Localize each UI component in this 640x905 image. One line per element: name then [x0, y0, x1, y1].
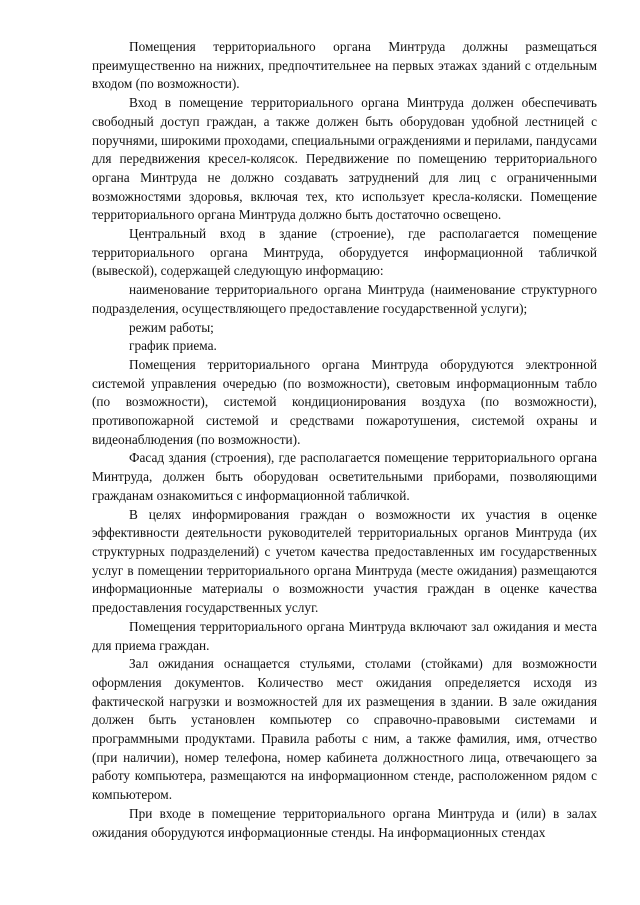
list-item-organ-name: наименование территориального органа Минтруда (наименование структурного подразделения, осуществляющего предоставление государственной услуги);	[92, 282, 597, 316]
paragraph-equipment: Помещения территориального органа Минтруда оборудуются электронной системой управления очередью (по возможности), световым информационным табло (по возможности), системой кондиционирования воздуха (по возможности), противопожарной системой и средствами пожаротушения, системой охраны и видеонаблюдения (по возможности).	[92, 356, 597, 447]
list-item-work-schedule: режим работы;	[129, 319, 214, 335]
list-item-reception-schedule: график приема.	[129, 338, 217, 354]
paragraph-facade-lighting: Фасад здания (строения), где располагается помещение территориального органа Минтруда, должен быть оборудован осветительными приборами, позволяющими гражданам ознакомиться с информационной табличкой.	[92, 450, 597, 503]
paragraph-info-stands: При входе в помещение территориального органа Минтруда и (или) в залах ожидания оборудуются информационные стенды. На информационных стендах	[92, 805, 597, 840]
paragraph-central-entrance-sign: Центральный вход в здание (строение), где располагается помещение территориального органа Минтруда, оборудуется информационной табличкой (вывеской), содержащей следующую информацию:	[92, 226, 597, 279]
paragraph-waiting-hall-equipment: Зал ожидания оснащается стульями, столами (стойками) для возможности оформления документов. Количество мест ожидания определяется исходя из фактической нагрузки и возможностей для их размещения в здании. В зале ожидания должен быть установлен компьютер со справочно-правовыми системами и программными продуктами. Правила работы с ним, а также фамилия, имя, отчество (при наличии), номер телефона, номер кабинета должностного лица, отвечающего за работу компьютера, размещаются на информационном стенде, расположенном рядом с компьютером.	[92, 656, 597, 803]
paragraph-waiting-hall: Помещения территориального органа Минтруда включают зал ожидания и места для приема граждан.	[92, 618, 597, 653]
paragraph-entrance-access: Вход в помещение территориального органа Минтруда должен обеспечивать свободный доступ граждан, а также должен быть оборудован удобной лестницей с поручнями, широкими проходами, специальными ограждениями и перилами, пандусами для передвижения кресел-колясок. Передвижение по помещению территориального органа Минтруда не должно создавать затруднений для лиц с ограниченными возможностями здоровья, включая тех, кто использует кресла-коляски. Помещение территориального органа Минтруда должно быть достаточно освещено.	[92, 95, 597, 223]
paragraph-premises-location: Помещения территориального органа Минтруда должны размещаться преимущественно на нижних, предпочтительнее на первых этажах зданий с отдельным входом (по возможности).	[92, 39, 597, 92]
document-page	[92, 38, 597, 842]
paragraph-evaluation-info: В целях информирования граждан о возможности их участия в оценке эффективности деятельности руководителей территориальных органов Минтруда (их структурных подразделений) с учетом качества предоставленных им государственных услуг в помещении территориального органа Минтруда (месте ожидания) размещаются информационные материалы о возможности участия граждан в оценке качества предоставления государственных услуг.	[92, 506, 597, 616]
